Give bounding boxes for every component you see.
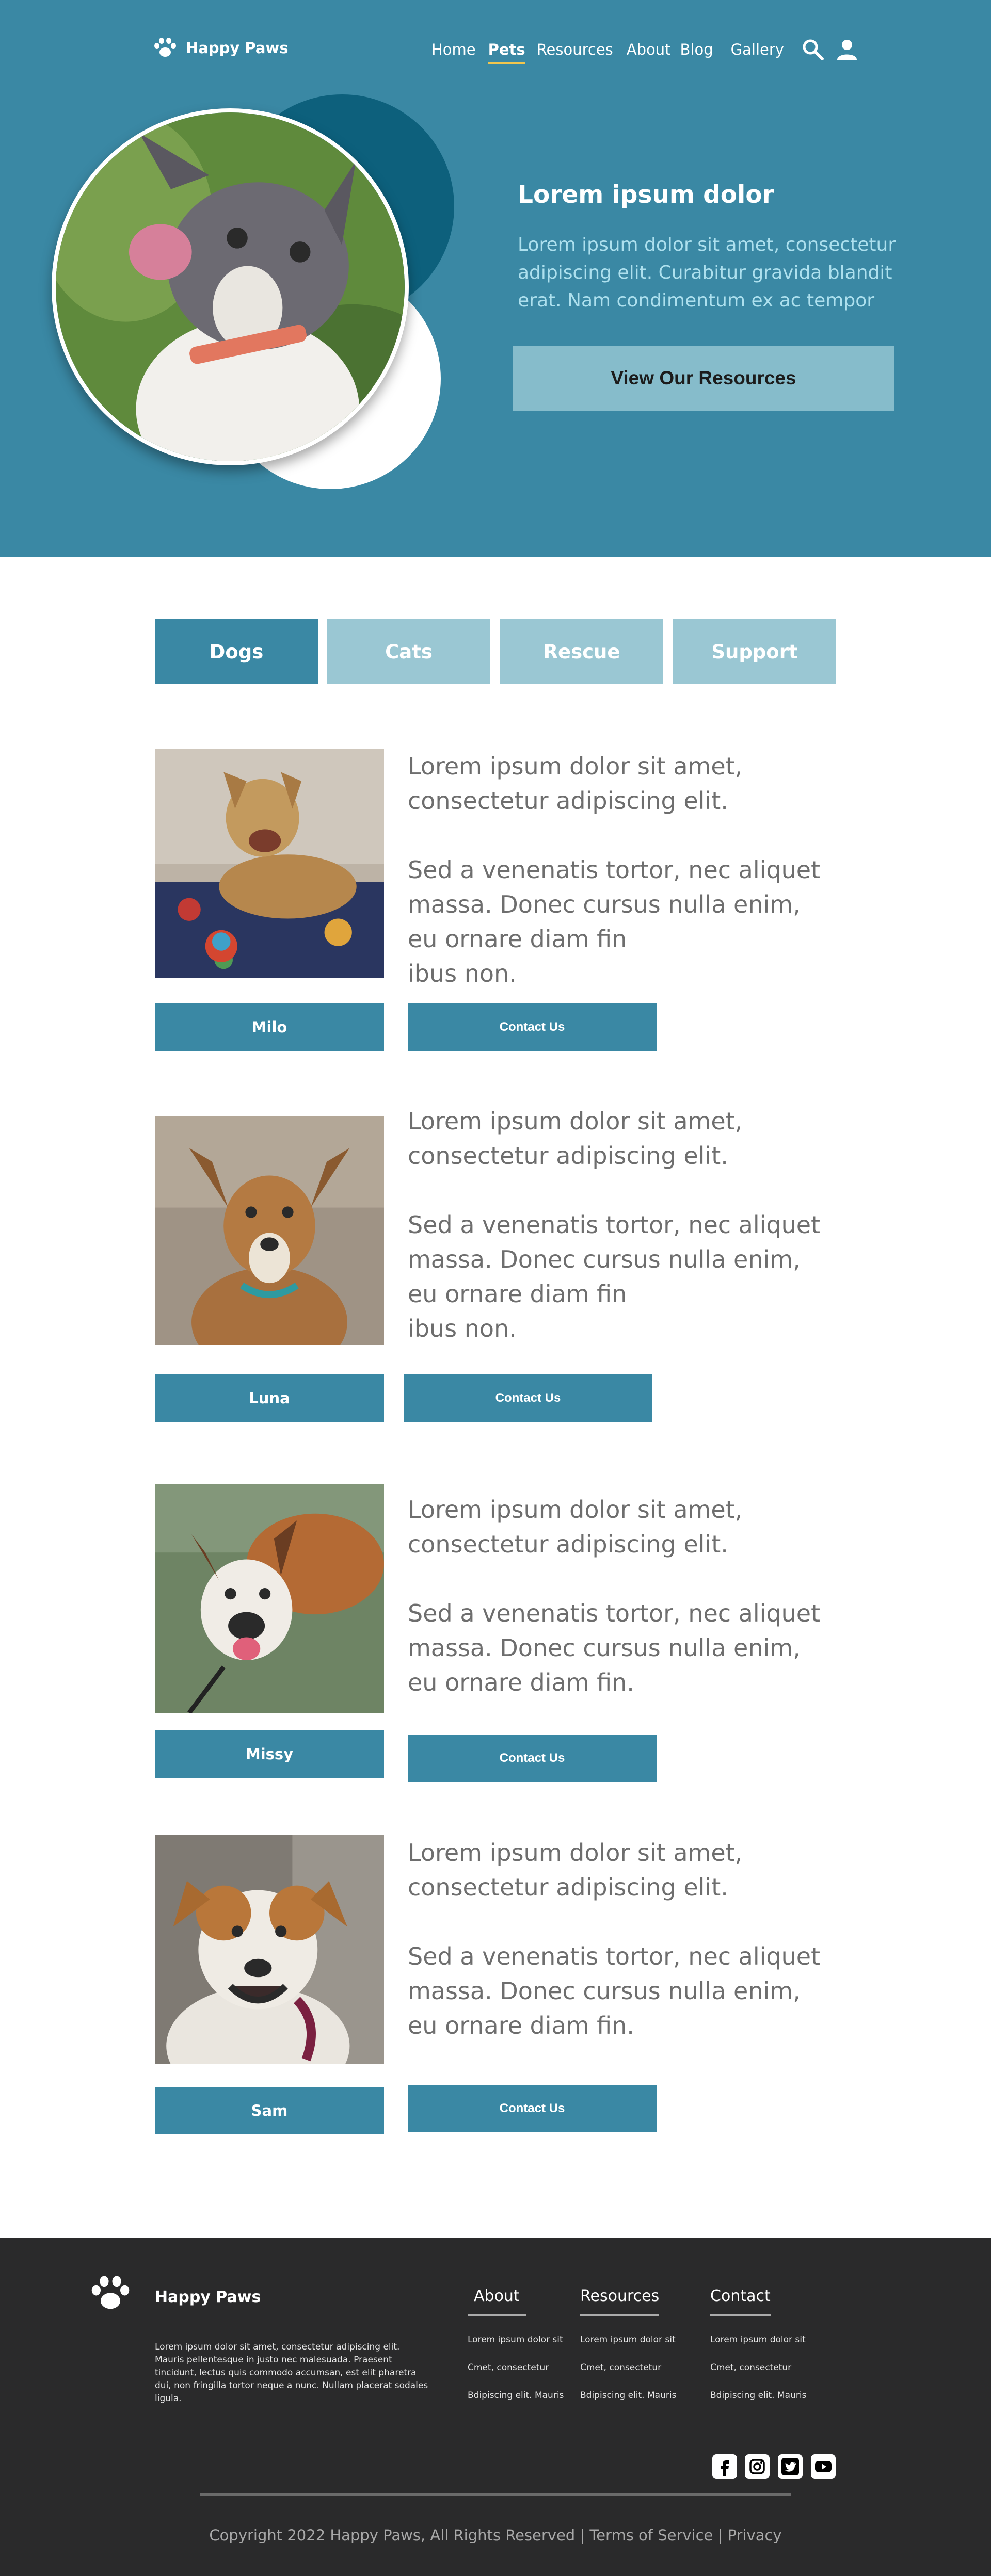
contact-us-button[interactable]: Contact Us [408,1735,657,1782]
facebook-icon[interactable] [712,2454,737,2479]
footer-divider [200,2493,791,2496]
nav-resources[interactable]: Resources [536,41,613,58]
pet-description-body: Sed a venenatis tortor, nec aliquet massa. Donec cursus nulla enim, eu ornare diam fin ibus non. [408,856,821,987]
footer-link[interactable]: Lorem ipsum dolor sit [580,2335,676,2345]
pet-name-sam[interactable]: Sam [155,2087,384,2134]
nav-about[interactable]: About [626,41,671,58]
pet-photo-luna [155,1116,384,1345]
nav-home[interactable]: Home [431,41,476,58]
footer-column-contact [710,2287,806,2418]
hero-dog-photo [52,108,409,465]
brand-logo[interactable] [154,37,288,59]
search-icon[interactable] [802,38,824,61]
pet-description-missy [408,1493,831,1700]
contact-us-button[interactable]: Contact Us [404,1374,652,1422]
contact-us-button[interactable]: Contact Us [408,2085,657,2132]
tab-support[interactable]: Support [673,619,836,684]
footer-heading: Resources [580,2287,659,2316]
brand-name: Happy Paws [186,39,289,57]
footer-heading: Contact [710,2287,771,2316]
footer-about-text: Lorem ipsum dolor sit amet, consectetur adipiscing elit. Mauris pellentesque in justo nec malesuada. Praesent tincidunt, lectus quis commodo accumsan, est elit pharetra dui, non fringilla tortor neque a nunc. Nullam placerat sodales ligula. [155,2342,428,2404]
main-nav [431,38,858,61]
footer-link[interactable]: Cmet, consectetur [580,2362,662,2373]
view-resources-button[interactable]: View Our Resources [513,346,894,411]
footer-link[interactable]: Bdipiscing elit. Mauris [468,2390,564,2401]
footer-link[interactable]: Lorem ipsum dolor sit [468,2335,563,2345]
pet-photo-missy [155,1484,384,1713]
pet-name-missy[interactable]: Missy [155,1730,384,1778]
pet-name-milo[interactable]: Milo [155,1003,384,1051]
pet-photo-milo [155,749,384,978]
contact-us-button[interactable]: Contact Us [408,1003,657,1051]
footer-brand: Happy Paws [155,2288,261,2306]
footer-link[interactable]: Cmet, consectetur [468,2362,549,2373]
hero-text: Lorem ipsum dolor sit amet, consectetur adipiscing elit. Curabitur gravida blandit erat. Nam condimentum ex ac tempor [518,234,896,311]
tab-cats[interactable]: Cats [327,619,490,684]
nav-gallery[interactable]: Gallery [730,41,784,58]
pet-description-body: Sed a venenatis tortor, nec aliquet massa. Donec cursus nulla enim, eu ornare diam fin ibus non. [408,1211,821,1342]
footer-column-resources [580,2287,676,2418]
user-icon[interactable] [836,38,858,61]
pet-description-intro: Lorem ipsum dolor sit amet, consectetur adipiscing elit. [408,1107,743,1170]
footer-column-about [468,2287,564,2418]
nav-pets[interactable]: Pets [488,41,525,58]
pet-description-body: Sed a venenatis tortor, nec aliquet massa. Donec cursus nulla enim, eu ornare diam fin. [408,1599,821,1696]
pet-description-milo [408,749,831,991]
hero-section [0,0,991,557]
pet-description-sam [408,1836,831,2043]
paw-icon [91,2275,130,2313]
instagram-icon[interactable] [745,2454,770,2479]
youtube-icon[interactable] [811,2454,836,2479]
paw-icon [154,37,177,59]
twitter-icon[interactable] [778,2454,803,2479]
pet-description-luna [408,1104,831,1346]
nav-blog[interactable]: Blog [680,41,713,58]
footer-link[interactable]: Cmet, consectetur [710,2362,792,2373]
pet-description-intro: Lorem ipsum dolor sit amet, consectetur adipiscing elit. [408,752,743,815]
footer [0,2238,991,2576]
footer-heading: About [468,2287,526,2316]
tab-dogs[interactable]: Dogs [155,619,318,684]
pet-photo-sam [155,1835,384,2064]
pet-name-luna[interactable]: Luna [155,1374,384,1422]
pet-description-intro: Lorem ipsum dolor sit amet, consectetur adipiscing elit. [408,1839,743,1901]
tab-rescue[interactable]: Rescue [500,619,663,684]
copyright-text: Copyright 2022 Happy Paws, All Rights Reserved | Terms of Service | Privacy [209,2526,782,2544]
footer-link[interactable]: Bdipiscing elit. Mauris [710,2390,807,2401]
pet-description-intro: Lorem ipsum dolor sit amet, consectetur adipiscing elit. [408,1496,743,1558]
hero-title: Lorem ipsum dolor [518,181,774,209]
footer-link[interactable]: Lorem ipsum dolor sit [710,2335,806,2345]
footer-link[interactable]: Bdipiscing elit. Mauris [580,2390,677,2401]
pet-description-body: Sed a venenatis tortor, nec aliquet massa. Donec cursus nulla enim, eu ornare diam fin. [408,1942,821,2039]
